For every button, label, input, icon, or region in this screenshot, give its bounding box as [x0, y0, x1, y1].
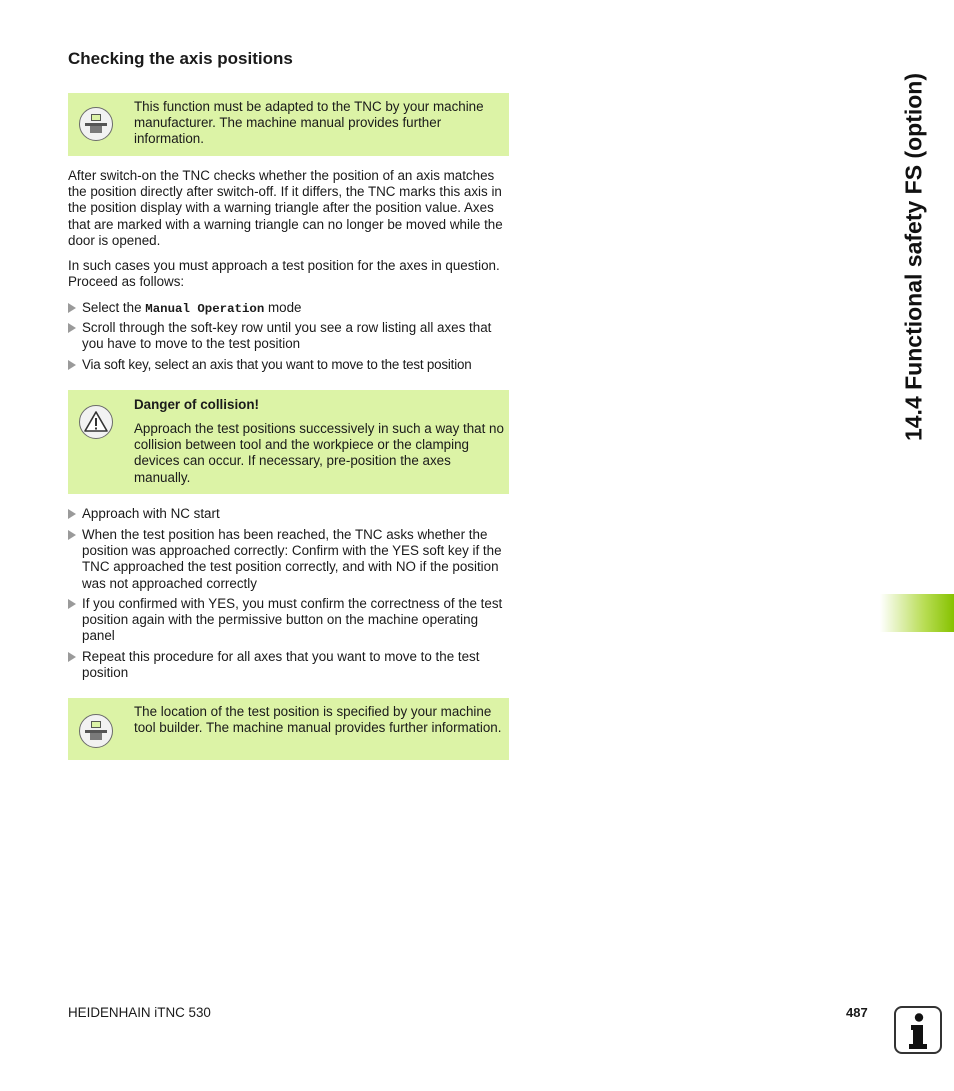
arrow-bullet-icon	[68, 530, 76, 540]
mode-name: Manual Operation	[145, 302, 265, 316]
machine-manufacturer-icon	[79, 107, 113, 141]
arrow-bullet-icon	[68, 509, 76, 519]
test-position-note-box	[68, 698, 509, 760]
chapter-side-title: 14.4 Functional safety FS (option)	[900, 72, 927, 442]
arrow-bullet-icon	[68, 303, 76, 313]
footer-manual-name: HEIDENHAIN iTNC 530	[68, 1005, 211, 1020]
chapter-tab	[880, 594, 954, 632]
step-item: If you confirmed with YES, you must confirm the correctness of the test position again with the permissive button on the machine operating panel	[68, 596, 513, 645]
collision-warning-box	[68, 390, 509, 494]
step-item: Approach with NC start	[68, 506, 513, 522]
machine-manufacturer-icon	[79, 714, 113, 748]
step-item: Scroll through the soft-key row until you see a row listing all axes that you have to move to the test position	[68, 320, 513, 352]
section-heading: Checking the axis positions	[68, 49, 293, 68]
test-position-note-text: The location of the test position is specified by your machine tool builder. The machine manual provides further information.	[134, 704, 502, 736]
warning-triangle-icon	[79, 405, 113, 439]
machine-note-box	[68, 93, 509, 156]
arrow-bullet-icon	[68, 360, 76, 370]
intro-paragraph: After switch-on the TNC checks whether the position of an axis matches the position directly after switch-off. If it differs, the TNC marks this axis in the position display with a warning triangle after the position value. Axes that are marked with a warning triangle can no longer be moved while the door is opened.	[68, 168, 503, 248]
step-item: Repeat this procedure for all axes that you want to move to the test position	[68, 649, 513, 681]
info-icon	[894, 1006, 942, 1054]
approach-paragraph: In such cases you must approach a test position for the axes in question. Proceed as follows:	[68, 258, 500, 290]
machine-note-text: This function must be adapted to the TNC by your machine manufacturer. The machine manual provides further information.	[134, 99, 484, 147]
warning-title: Danger of collision!	[134, 397, 259, 412]
page-number: 487	[846, 1005, 868, 1020]
arrow-bullet-icon	[68, 652, 76, 662]
step-item: Via soft key, select an axis that you want to move to the test position	[68, 357, 513, 373]
warning-text: Approach the test positions successively in such a way that no collision between tool and the workpiece or the clamping devices can occur. If necessary, pre-position the axes manually.	[134, 421, 504, 485]
step-item: When the test position has been reached, the TNC asks whether the position was approached correctly: Confirm with the YES soft key if the TNC approached the test position correctly, and with NO if the position was not approached correctly	[68, 527, 513, 592]
arrow-bullet-icon	[68, 323, 76, 333]
arrow-bullet-icon	[68, 599, 76, 609]
step-item: Select the Manual Operation mode	[68, 300, 513, 317]
